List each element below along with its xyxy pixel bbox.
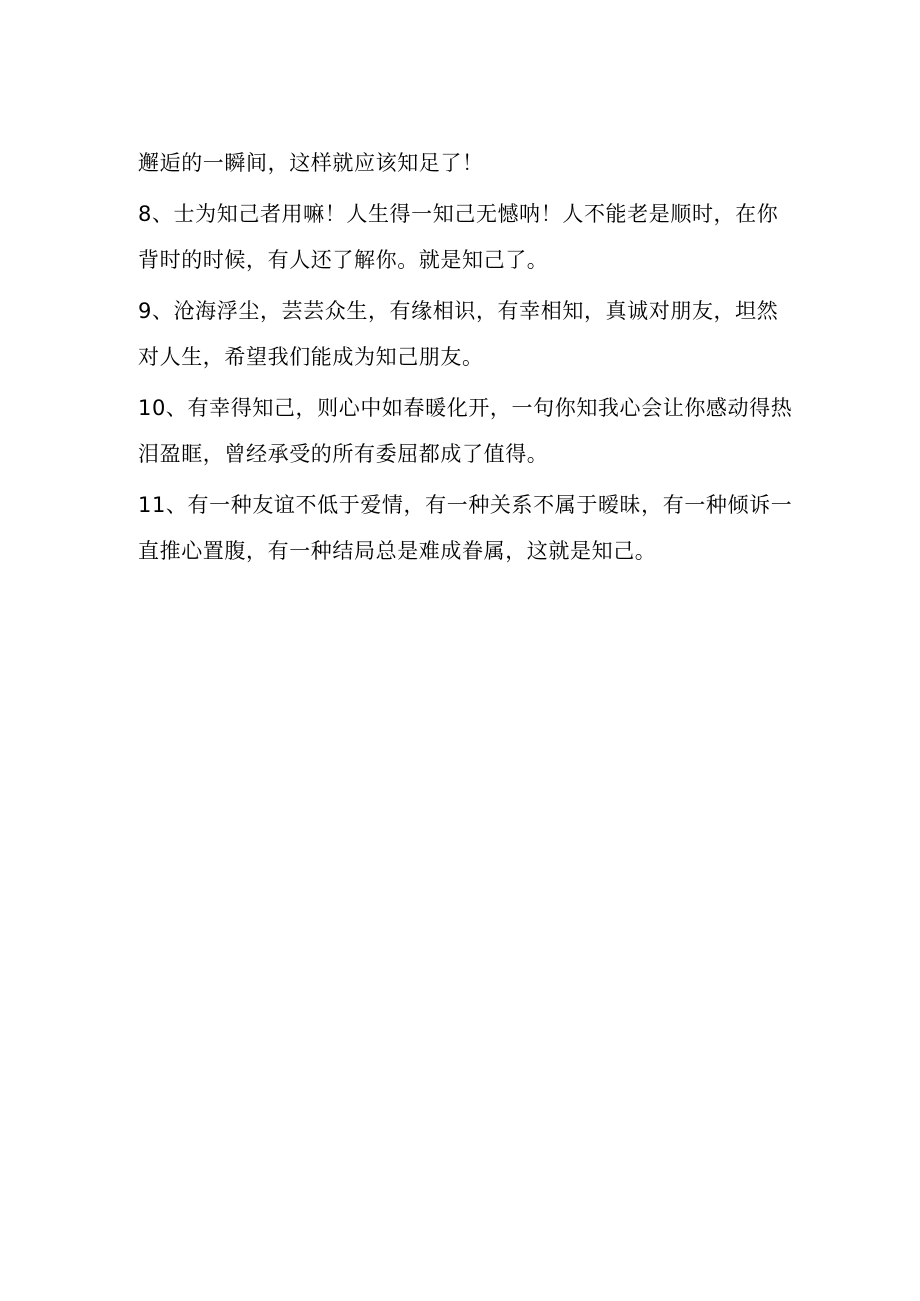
paragraph-item-11: 11、有一种友谊不低于爱情，有一种关系不属于暧昧，有一种倾诉一直推心置腹，有一种结局总是难成眷属，这就是知己。 [138,493,793,563]
document-body [138,140,798,579]
paragraph-item-10: 10、有幸得知己，则心中如春暖化开，一句你知我心会让你感动得热泪盈眶，曾经承受的所有委屈都成了值得。 [138,396,793,466]
paragraph-item-8: 8、士为知己者用嘛！人生得一知己无憾呐！人不能老是顺时，在你背时的时候，有人还了解你。就是知己了。 [138,202,779,272]
paragraph-continuation: 邂逅的一瞬间，这样就应该知足了！ [138,151,484,175]
paragraph-item-9: 9、沧海浮尘，芸芸众生，有缘相识，有幸相知，真诚对朋友，坦然对人生，希望我们能成为知己朋友。 [138,299,779,369]
